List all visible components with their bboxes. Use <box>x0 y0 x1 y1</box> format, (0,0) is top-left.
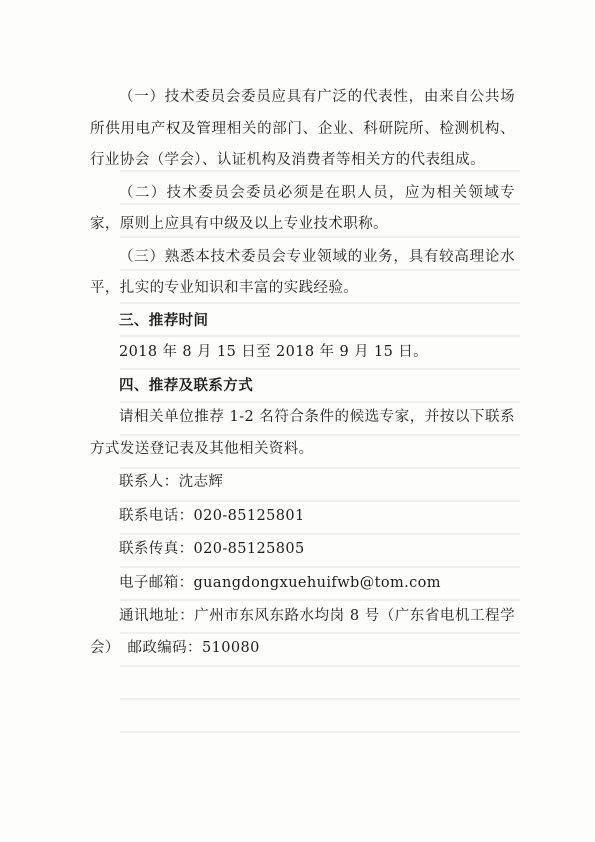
requirement-paragraph-2: （二）技术委员会委员必须是在职人员，应为相关领域专家，原则上应具有中级及以上专业技术职称。 <box>90 184 515 232</box>
contact-instructions: 请相关单位推荐 1-2 名符合条件的候选专家，并按以下联系方式发送登记表及其他相关资料。 <box>90 409 515 457</box>
contact-person: 联系人：沈志辉 <box>119 474 224 490</box>
contact-fax: 联系传真：020-85125805 <box>119 541 305 557</box>
contact-phone: 联系电话：020-85125801 <box>119 507 305 524</box>
section-heading-contact: 四、推荐及联系方式 <box>119 377 254 394</box>
requirement-paragraph-3: （三）熟悉本技术委员会专业领域的业务，具有较高理论水平，扎实的专业知识和丰富的实践经验。 <box>90 248 515 296</box>
contact-address: 通讯地址：广州市东风东路水均岗 8 号（广东省电机工程学会） 邮政编码：510080 <box>90 608 515 656</box>
contact-email: 电子邮箱：guangdongxuehuifwb@tom.com <box>119 574 441 591</box>
document-body <box>90 82 515 664</box>
requirement-paragraph-1: （一）技术委员会委员应具有广泛的代表性，由来自公共场所供用电产权及管理相关的部门、企业、科研院所、检测机构、行业协会（学会）、认证机构及消费者等相关方的代表组成。 <box>90 89 515 168</box>
section-heading-recommend-time: 三、推荐时间 <box>119 312 209 329</box>
recommend-time-text: 2018 年 8 月 15 日至 2018 年 9 月 15 日。 <box>119 344 429 360</box>
